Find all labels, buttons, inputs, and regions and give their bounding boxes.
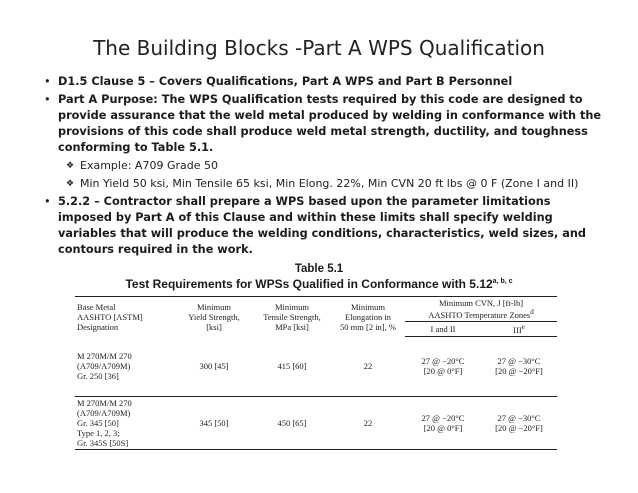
cell-line: 27 @ −30°C <box>497 412 541 423</box>
slide-title: The Building Blocks -Part A WPS Qualification <box>93 36 545 60</box>
sub-bullet-example <box>44 158 604 174</box>
cell-elongation: 22 <box>331 336 405 396</box>
header-line <box>407 308 555 320</box>
bullet-dot-icon: • <box>44 195 51 208</box>
bullet-text: 5.2.2 – Contractor shall prepare a WPS based upon the parameter limitations imposed by Part A of this Clause and within these limits shall specify welding variables that will produce the welding conditions, characteristics, weld sizes, and contours required in the work. <box>58 195 586 256</box>
header-text: III <box>513 324 522 335</box>
cell-yield: 300 [45] <box>175 336 253 396</box>
cell-designation <box>75 336 175 396</box>
header-sup: d <box>530 308 534 316</box>
bullet-dot-icon: • <box>44 93 51 106</box>
cell-line: M 270M/M 270 <box>77 397 132 408</box>
header-line: Yield Strength, <box>188 311 240 322</box>
cell-designation <box>75 396 175 449</box>
header-line: Minimum <box>196 301 231 312</box>
table-caption-text: Test Requirements for WPSs Qualified in Conformance with 5.12 <box>125 277 493 291</box>
cell-line: [20 @ −20°F] <box>495 366 543 377</box>
cell-zone-3 <box>481 396 557 449</box>
bullet-clause5 <box>44 74 604 90</box>
header-elongation <box>331 297 405 337</box>
cell-line: M 270M/M 270 <box>77 350 132 361</box>
cell-line: [20 @ 0°F] <box>423 366 463 377</box>
cell-line: (A709/A709M) <box>77 407 131 418</box>
cell-line: (A709/A709M) <box>77 360 131 371</box>
header-line: Minimum <box>274 301 309 312</box>
cell-line: Gr. 345S [50S] <box>77 437 129 448</box>
cell-tensile: 415 [60] <box>253 336 331 396</box>
cell-line: Type 1, 2, 3; <box>77 427 120 438</box>
bullet-part-a-purpose <box>44 92 604 156</box>
header-line: 50 mm [2 in], % <box>340 321 396 332</box>
cell-line: 27 @ −20°C <box>421 412 465 423</box>
table-number: Table 5.1 <box>294 263 344 275</box>
bullet-dot-icon: • <box>44 75 51 88</box>
cell-line: [20 @ −20°F] <box>495 422 543 433</box>
header-zone-3 <box>481 321 557 336</box>
diamond-bullet-icon: ❖ <box>66 179 75 189</box>
header-line: [ksi] <box>206 321 222 332</box>
table-row <box>75 396 557 449</box>
cell-line: 27 @ −20°C <box>421 356 465 367</box>
diamond-bullet-icon: ❖ <box>66 161 75 171</box>
header-cvn-group <box>405 297 557 322</box>
header-line: Minimum <box>350 301 385 312</box>
table-caption <box>0 277 638 291</box>
table-caption-sup: a, b, c <box>492 278 513 285</box>
cell-line: 27 @ −30°C <box>497 356 541 367</box>
header-line: Tensile Strength, <box>263 311 321 322</box>
header-line: Minimum CVN, J [ft-lb] <box>438 298 524 308</box>
table-5-1 <box>75 296 557 450</box>
header-line: AASHTO [ASTM] <box>77 311 143 322</box>
sub-bullet-text: Example: A709 Grade 50 <box>80 159 218 172</box>
header-text: AASHTO Temperature Zones <box>428 309 531 320</box>
sub-bullet-min-values <box>44 176 604 192</box>
cell-line: Gr. 345 [50] <box>77 417 119 428</box>
cell-line: [20 @ 0°F] <box>423 422 463 433</box>
header-line: Elongation in <box>344 311 392 322</box>
sub-bullet-text: Min Yield 50 ksi, Min Tensile 65 ksi, Min Elong. 22%, Min CVN 20 ft lbs @ 0 F (Zone I and II) <box>80 177 579 190</box>
bullet-list <box>44 74 604 258</box>
header-line: Base Metal <box>77 301 116 312</box>
header-yield <box>175 297 253 337</box>
cell-tensile: 450 [65] <box>253 396 331 449</box>
table-row <box>75 336 557 396</box>
cell-zone-1-2 <box>405 336 481 396</box>
cell-elongation: 22 <box>331 396 405 449</box>
header-line: MPa [ksi] <box>275 321 309 332</box>
cell-yield: 345 [50] <box>175 396 253 449</box>
cell-line: Gr. 250 [36] <box>77 370 119 381</box>
header-base-metal <box>75 297 175 337</box>
header-line: Designation <box>77 321 119 332</box>
cell-zone-3 <box>481 336 557 396</box>
header-tensile <box>253 297 331 337</box>
cell-zone-1-2 <box>405 396 481 449</box>
header-zone-1-2: I and II <box>405 321 481 336</box>
header-sup: e <box>521 322 525 331</box>
bullet-text: D1.5 Clause 5 – Covers Qualifications, Part A WPS and Part B Personnel <box>58 75 513 88</box>
bullet-text: Part A Purpose: The WPS Qualification tests required by this code are designed to provide assurance that the weld metal produced by welding in conformance with the provisions of this code shall produce weld metal strength, ductility, and toughness conforming to Table 5.1. <box>58 93 602 154</box>
bullet-5-2-2 <box>44 194 604 258</box>
